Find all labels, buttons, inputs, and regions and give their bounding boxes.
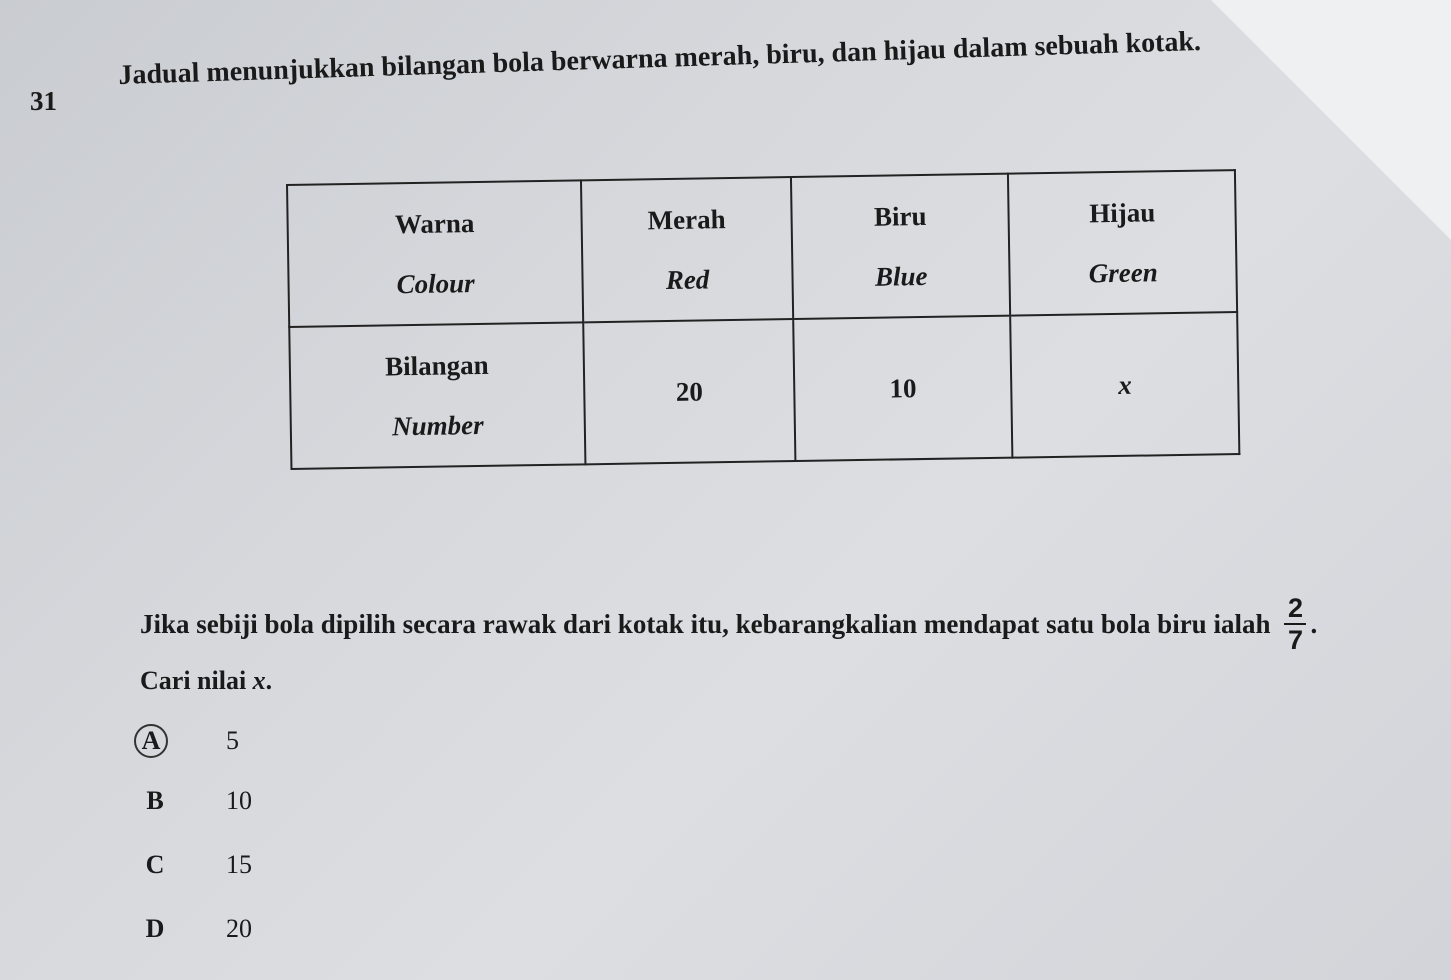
- header-ms: Hijau: [1089, 197, 1156, 229]
- option-letter: C: [145, 850, 165, 879]
- header-en: Red: [665, 264, 710, 296]
- table-cell-number-label: [289, 322, 585, 469]
- ball-count-table-wrap: [286, 169, 1240, 470]
- table-header-row: [287, 170, 1237, 327]
- option-a[interactable]: [140, 724, 239, 758]
- question-number: 31: [30, 86, 57, 116]
- table-cell-green-count: x: [1011, 312, 1240, 458]
- fraction-numerator: 2: [1287, 593, 1303, 623]
- label-en: Number: [391, 409, 484, 442]
- fraction-denominator: 7: [1287, 625, 1303, 655]
- table-cell-blue-count: 10: [793, 316, 1013, 461]
- find-instruction: [140, 666, 272, 696]
- option-value: 15: [226, 850, 252, 879]
- table-cell-red-count: 20: [583, 319, 795, 464]
- option-b[interactable]: [140, 786, 252, 816]
- table-cell-red-header: [581, 177, 793, 322]
- option-letter: B: [146, 786, 164, 815]
- header-en: Green: [1088, 257, 1158, 289]
- probability-fraction: [1284, 594, 1306, 654]
- option-value: 20: [226, 914, 252, 943]
- probability-statement: [140, 594, 1317, 654]
- find-text: Cari nilai: [140, 666, 247, 695]
- question-stem: Jadual menunjukkan bilangan bola berwarna merah, biru, dan hijau dalam sebuah kotak.: [118, 25, 1202, 91]
- header-en: Blue: [874, 260, 928, 292]
- find-end-punct: .: [265, 666, 273, 695]
- header-ms: Biru: [873, 200, 927, 232]
- option-c[interactable]: [140, 850, 252, 880]
- label-ms: Warna: [394, 208, 475, 240]
- option-value: 10: [226, 786, 252, 815]
- table-cell-green-header: [1008, 170, 1237, 316]
- header-ms: Merah: [647, 204, 726, 236]
- table-count-row: [289, 312, 1239, 469]
- table-cell-blue-header: [791, 174, 1011, 319]
- table-cell-colour-label: [287, 180, 583, 327]
- probability-end-punct: .: [1310, 608, 1318, 639]
- probability-text: Jika sebiji bola dipilih secara rawak dari kotak itu, kebarangkalian mendapat satu bola biru ialah: [140, 608, 1271, 639]
- option-d[interactable]: [140, 914, 252, 944]
- option-letter: A: [134, 724, 168, 758]
- ball-count-table: [286, 169, 1240, 470]
- option-letter: D: [145, 914, 165, 943]
- option-value: 5: [226, 726, 239, 755]
- label-ms: Bilangan: [384, 349, 489, 382]
- find-variable: x: [252, 666, 266, 695]
- label-en: Colour: [396, 268, 475, 300]
